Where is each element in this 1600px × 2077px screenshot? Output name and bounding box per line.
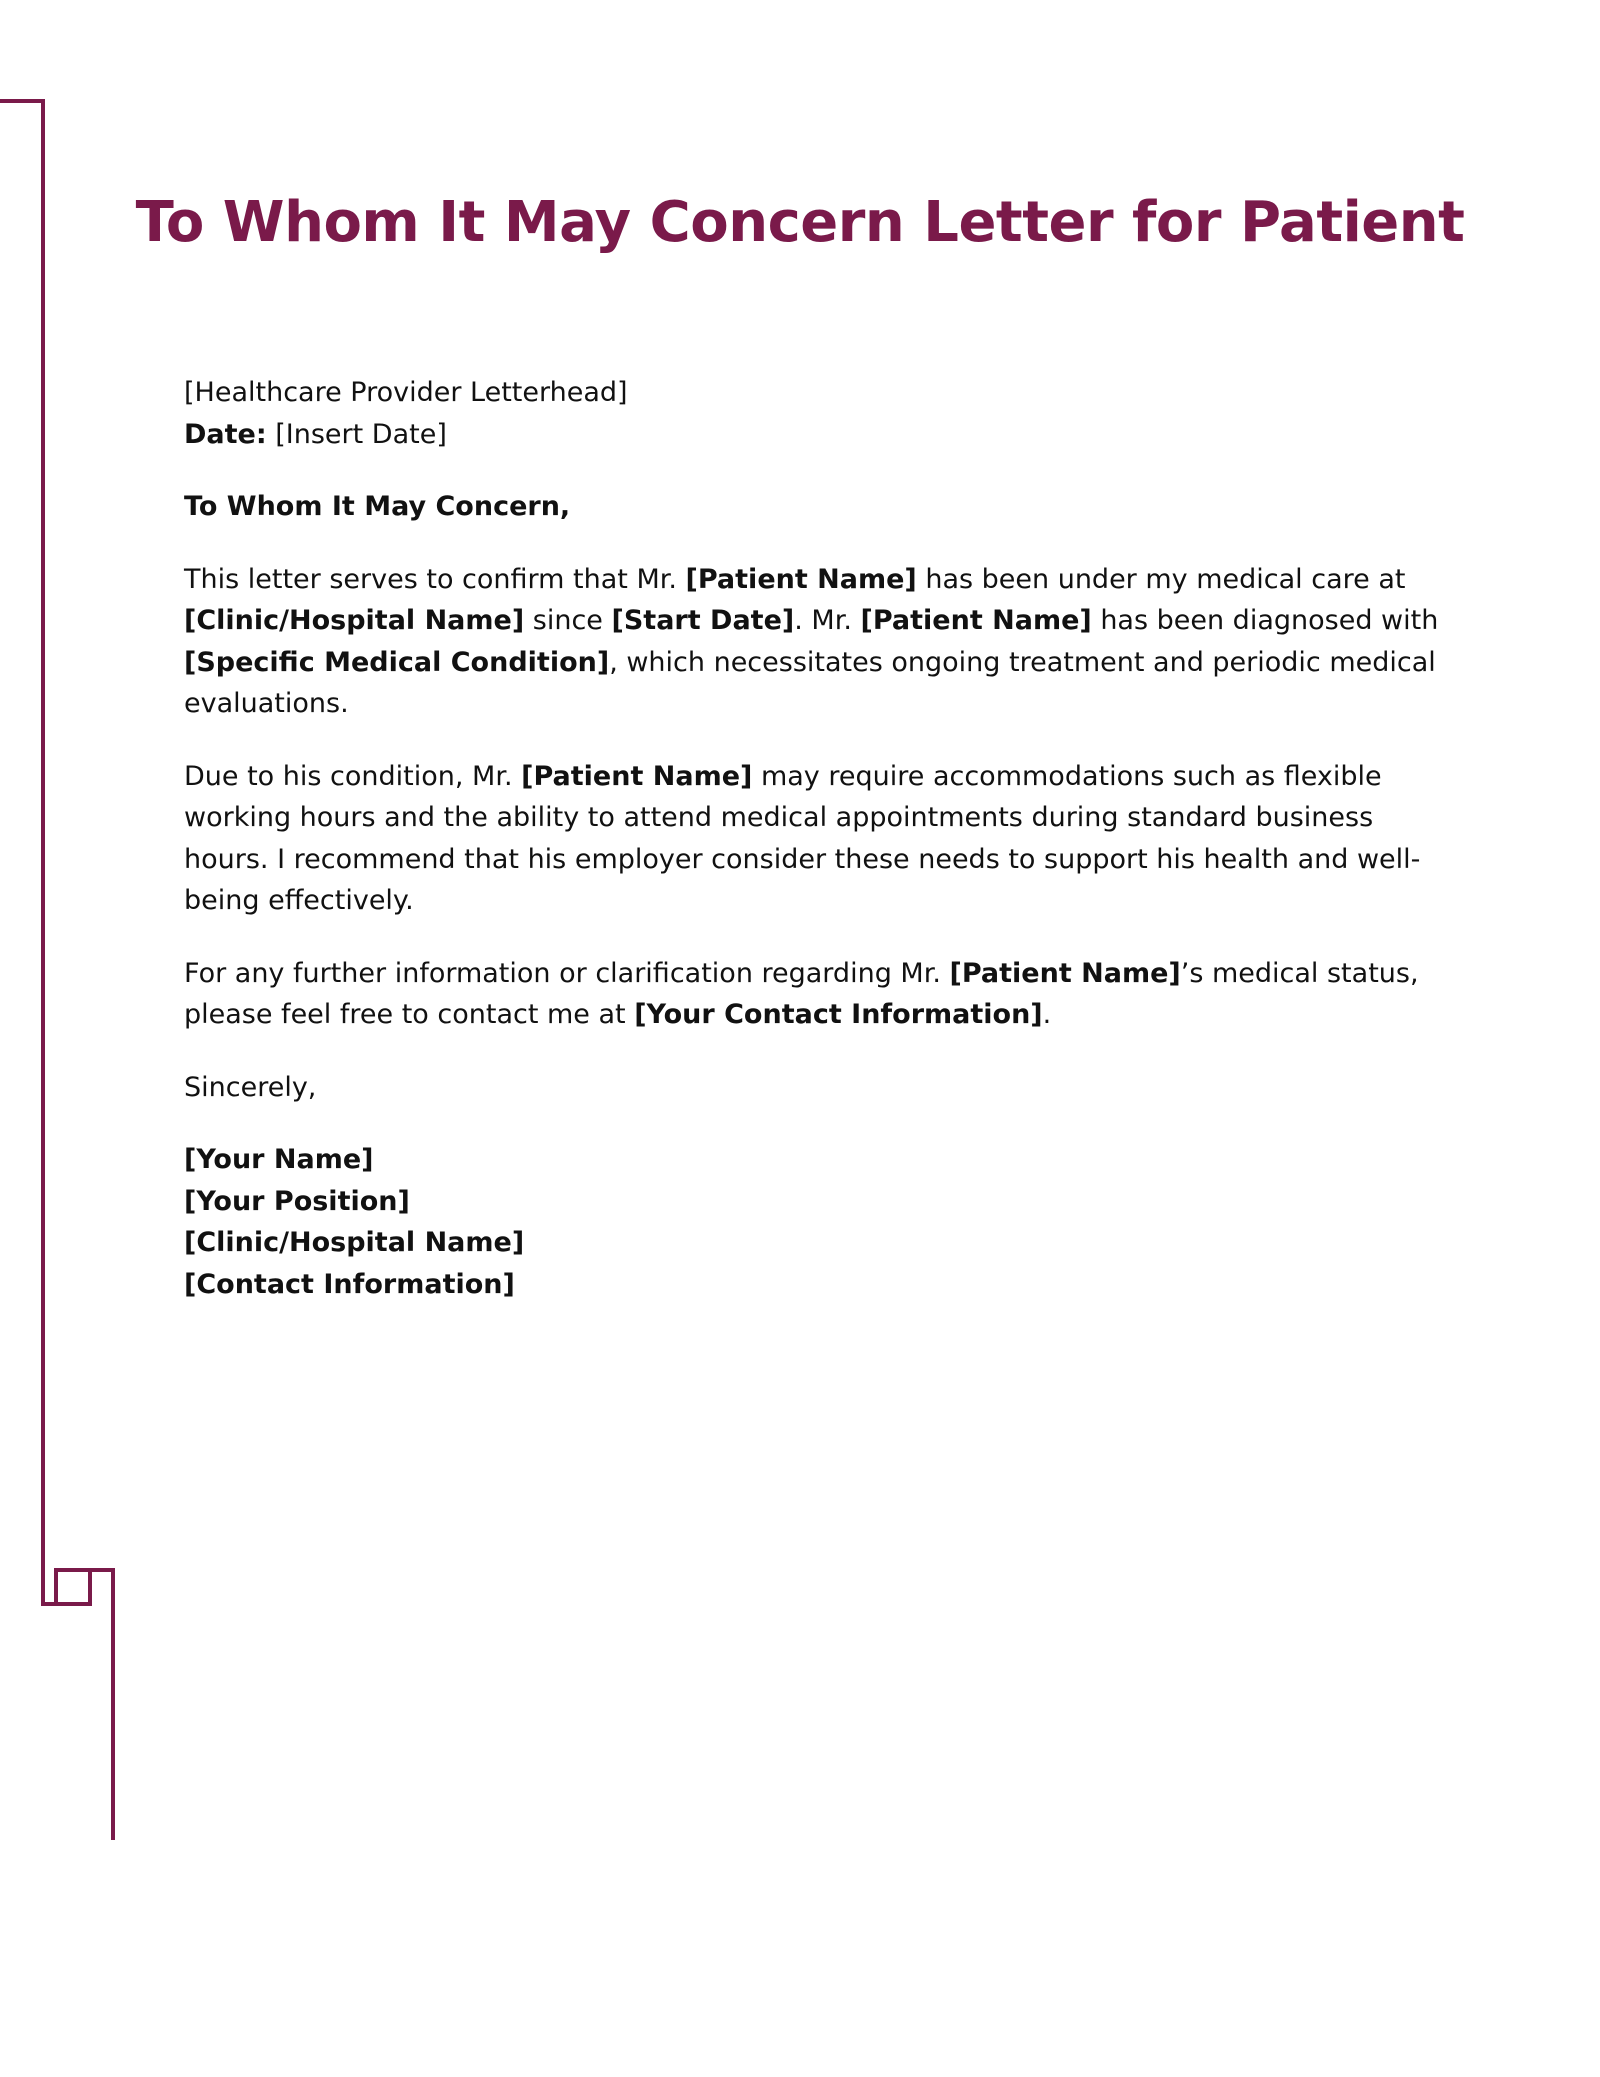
paragraph-1 <box>184 559 1454 725</box>
signature-contact: [Contact Information] <box>184 1268 515 1300</box>
p1-condition: [Specific Medical Condition] <box>184 646 610 678</box>
p3-text-3: . <box>1042 999 1052 1030</box>
salutation <box>184 486 1454 528</box>
paragraph-2 <box>184 756 1454 922</box>
p1-text-6: , which necessitates ongoing treatment and periodic medical evaluations. <box>184 646 1436 719</box>
p3-patient-name: [Patient Name] <box>949 957 1181 989</box>
p3-contact: [Your Contact Information] <box>634 999 1043 1030</box>
p1-patient-name-2: [Patient Name] <box>860 605 1092 636</box>
p1-text-3: since <box>524 605 612 636</box>
p2-patient-name: [Patient Name] <box>521 760 753 792</box>
letterhead: [Healthcare Provider Letterhead] <box>184 377 628 408</box>
p3-text-2: ’s medical status, please feel free to contact me at <box>184 957 1419 1030</box>
signature-clinic: [Clinic/Hospital Name] <box>184 1227 525 1258</box>
p1-text-1: This letter serves to confirm that Mr. <box>184 563 686 595</box>
signature-block <box>184 1139 1454 1305</box>
p3-text-1: For any further information or clarification regarding Mr. <box>184 957 950 989</box>
letter-body <box>184 372 1454 1305</box>
p2-text-2: may require accommodations such as flexible working hours and the ability to attend medical appointments during standard business hours. I recommend that his employer consider these needs to support his health and well-being effectively. <box>184 760 1421 916</box>
p1-clinic: [Clinic/Hospital Name] <box>184 605 525 636</box>
border-line-inner-box <box>56 1570 90 1604</box>
p2-text-1: Due to his condition, Mr. <box>184 760 522 792</box>
date-label: Date: <box>184 418 267 450</box>
paragraph-3 <box>184 953 1454 1036</box>
p1-text-2: has been under my medical care at <box>916 563 1406 595</box>
p1-patient-name: [Patient Name] <box>685 563 917 595</box>
date-value: [Insert Date] <box>275 418 447 450</box>
p1-start-date: [Start Date] <box>611 605 795 636</box>
border-line-left <box>0 101 113 1840</box>
page-title: To Whom It May Concern Letter for Patient <box>135 190 1465 255</box>
p1-text-5: has been diagnosed with <box>1091 605 1439 636</box>
signature-name: [Your Name] <box>184 1144 374 1175</box>
salutation-text: To Whom It May Concern, <box>184 491 571 522</box>
closing: Sincerely, <box>184 1071 317 1103</box>
p1-text-4: . Mr. <box>794 605 861 636</box>
date-line <box>184 414 1454 456</box>
signature-position: [Your Position] <box>184 1185 410 1217</box>
